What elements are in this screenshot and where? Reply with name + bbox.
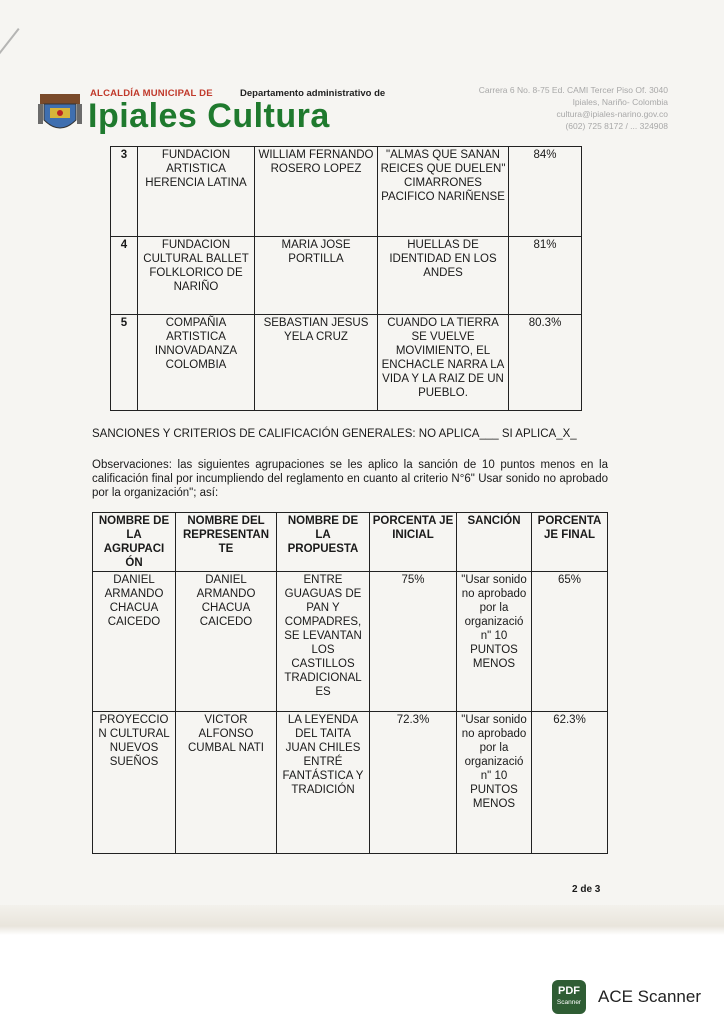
row-number: 5 [111,315,138,411]
address-line: Carrera 6 No. 8-75 Ed. CAMI Tercer Piso Of. 3040 [478,85,668,95]
org-cell: FUNDACION CULTURAL BALLET FOLKLORICO DE NARIÑO [138,237,255,315]
rep-cell: VICTOR ALFONSO CUMBAL NATI [176,712,277,854]
rep-cell: DANIEL ARMANDO CHACUA CAICEDO [176,572,277,712]
brand-title: Ipiales Cultura [88,97,330,135]
address-line: Ipiales, Nariño- Colombia [572,97,668,107]
alcaldia-label: ALCALDÍA MUNICIPAL DE [90,88,213,99]
header-row [93,513,608,572]
departamento-label: Departamento administrativo de [240,88,386,99]
final-percent-cell: 65% [532,572,608,712]
table-row [111,147,582,237]
coat-of-arms-icon [38,92,82,136]
scanner-app-name: ACE Scanner [598,987,701,1006]
rep-cell: MARIA JOSE PORTILLA [255,237,378,315]
org-cell: PROYECCIO N CULTURAL NUEVOS SUEÑOS [93,712,176,854]
scanner-badge [552,980,722,1014]
rep-cell: SEBASTIAN JESUS YELA CRUZ [255,315,378,411]
icon-label-bottom: Scanner [556,999,582,1006]
proposal-cell: CUANDO LA TIERRA SE VUELVE MOVIMIENTO, EL ENCHACLE NARRA LA VIDA Y LA RAIZ DE UN PUEBLO. [378,315,509,411]
address-block [398,84,668,132]
sanction-cell: "Usar sonido no aprobado por la organizació n" 10 PUNTOS MENOS [457,572,532,712]
initial-percent-cell: 72.3% [370,712,457,854]
letterhead [38,85,678,140]
percent-cell: 80.3% [509,315,582,411]
address-line: (602) 725 8172 / ... 324908 [565,121,668,131]
org-cell: DANIEL ARMANDO CHACUA CAICEDO [93,572,176,712]
col-header-final: PORCENTA JE FINAL [532,513,608,572]
proposal-cell: ENTRE GUAGUAS DE PAN Y COMPADRES, SE LEVANTAN LOS CASTILLOS TRADICIONAL ES [277,572,370,712]
pdf-scanner-icon [552,980,586,1014]
icon-label-top: PDF [558,985,580,997]
table-row [93,712,608,854]
org-cell: FUNDACION ARTISTICA HERENCIA LATINA [138,147,255,237]
rep-cell: WILLIAM FERNANDO ROSERO LOPEZ [255,147,378,237]
table-row [111,237,582,315]
proposal-cell: LA LEYENDA DEL TAITA JUAN CHILES ENTRÉ FANTÁSTICA Y TRADICIÓN [277,712,370,854]
page-edge [0,905,724,935]
initial-percent-cell: 75% [370,572,457,712]
results-table [110,146,582,411]
observaciones-paragraph: Observaciones: las siguientes agrupaciones se les aplico la sanción de 10 puntos menos en la calificación final por incumpliendo del reglamento en cuanto al criterio N°6" Usar sonido no aprobado por la organización"; así: [92,459,608,499]
sanctions-table [92,512,608,854]
col-header-inicial: PORCENTA JE INICIAL [370,513,457,572]
row-number: 4 [111,237,138,315]
org-cell: COMPAÑIA ARTISTICA INNOVADANZA COLOMBIA [138,315,255,411]
address-line: cultura@ipiales-narino.gov.co [556,109,668,119]
final-percent-cell: 62.3% [532,712,608,854]
percent-cell: 81% [509,237,582,315]
col-header-propuesta: NOMBRE DE LA PROPUESTA [277,513,370,572]
page-number: 2 de 3 [572,884,601,895]
col-header-sancion: SANCIÓN [457,513,532,572]
row-number: 3 [111,147,138,237]
proposal-cell: HUELLAS DE IDENTIDAD EN LOS ANDES [378,237,509,315]
col-header-representante: NOMBRE DEL REPRESENTAN TE [176,513,277,572]
proposal-cell: "ALMAS QUE SANAN REICES QUE DUELEN" CIMARRONES PACIFICO NARIÑENSE [378,147,509,237]
table-row [111,315,582,411]
table-row [93,572,608,712]
sanciones-line: SANCIONES Y CRITERIOS DE CALIFICACIÓN GENERALES: NO APLICA___ SI APLICA_X_ [92,428,577,440]
percent-cell: 84% [509,147,582,237]
sanction-cell: "Usar sonido no aprobado por la organizació n" 10 PUNTOS MENOS [457,712,532,854]
col-header-agrupacion: NOMBRE DE LA AGRUPACI ÓN [93,513,176,572]
